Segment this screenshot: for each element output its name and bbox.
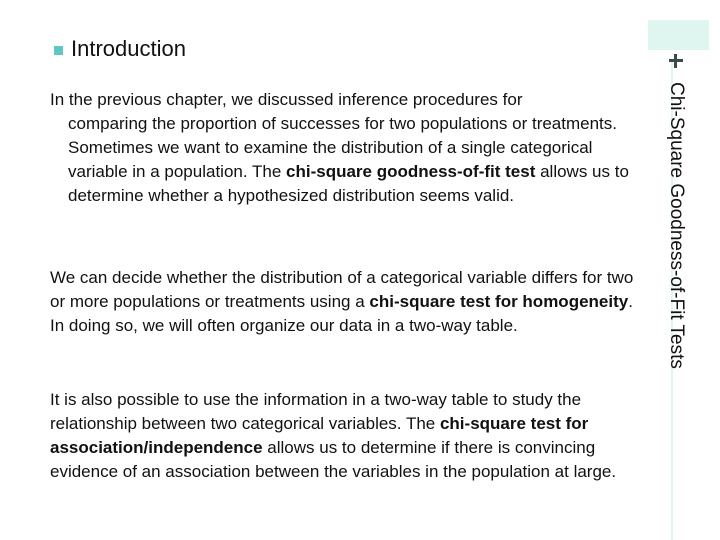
- term-goodness-of-fit: chi-square goodness-of-fit test: [286, 162, 536, 181]
- slide-title: Introduction: [71, 36, 186, 61]
- paragraph-goodness-of-fit: [50, 88, 640, 208]
- plus-icon: [669, 54, 683, 68]
- term-homogeneity: chi-square test for homogeneity: [369, 292, 629, 311]
- paragraph-text: . In doing so, we will often organize our data in a two-way table.: [50, 292, 633, 335]
- square-bullet-icon: [54, 46, 63, 55]
- slide-header: [54, 36, 186, 62]
- paragraph-homogeneity: [50, 266, 640, 338]
- paragraph-text: allows us to determine whether a hypothesized distribution seems valid.: [68, 162, 629, 205]
- term-association: chi-square test for association/independence: [50, 414, 589, 457]
- corner-accent-block: [648, 20, 709, 50]
- vertical-chapter-title: Chi-Square Goodness-of-Fit Tests: [666, 82, 687, 369]
- paragraph-lead: In the previous chapter, we discussed inference procedures for: [50, 90, 523, 109]
- paragraph-body: [50, 112, 640, 208]
- paragraph-association: [50, 388, 650, 484]
- paragraph-text: allows us to determine if there is convincing evidence of an association between the variables in the population at large.: [50, 438, 617, 481]
- paragraph-text: We can decide whether the distribution of a categorical variable differs for two or more populations or treatments using a: [50, 268, 634, 311]
- paragraph-text: It is also possible to use the information in a two-way table to study the relationship between two categorical variables. The: [50, 390, 582, 433]
- paragraph-text: comparing the proportion of successes for two populations or treatments. Sometimes we want to examine the distribution of a single categorical variable in a population. The: [68, 114, 618, 181]
